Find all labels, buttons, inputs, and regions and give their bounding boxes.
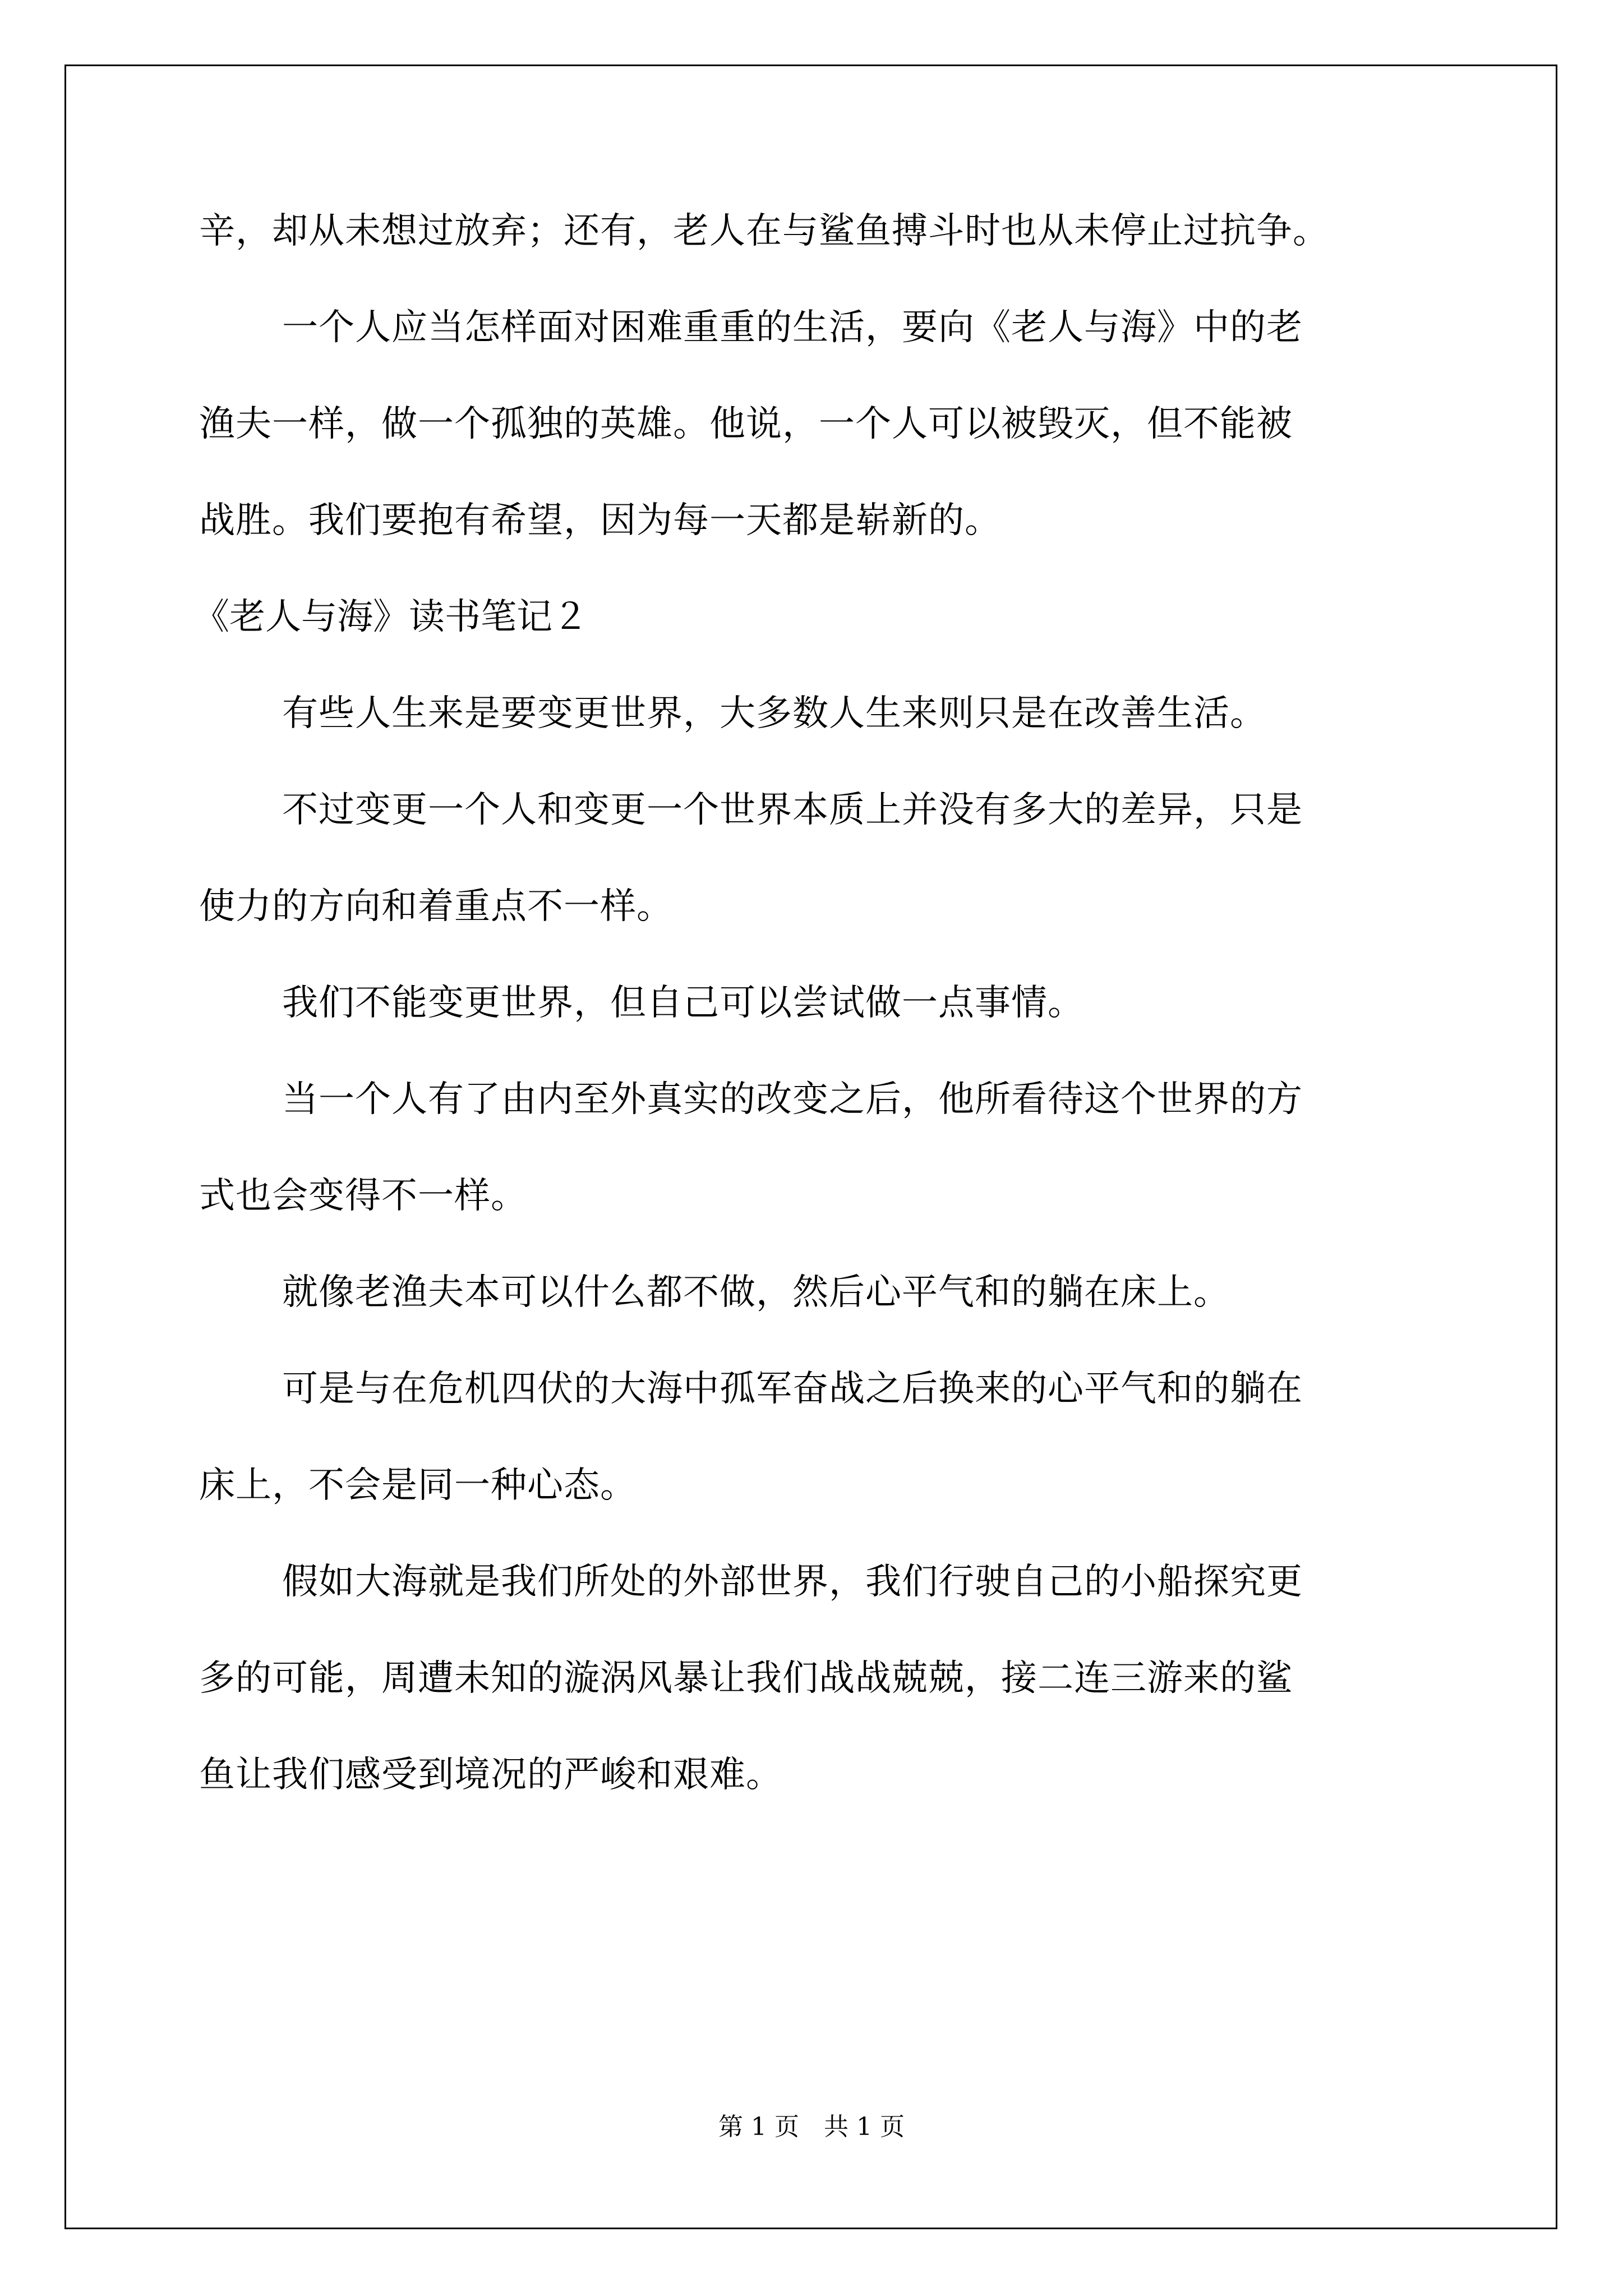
section-heading: 《老人与海》读书笔记２ (193, 596, 588, 638)
paragraph-start: 可是与在危机四伏的大海中孤军奋战之后换来的心平气和的躺在 (282, 1368, 1303, 1410)
text-line: 战胜。我们要抱有希望，因为每一天都是崭新的。 (199, 500, 1001, 541)
text-line: 式也会变得不一样。 (199, 1175, 527, 1217)
text-line: 渔夫一样，做一个孤独的英雄。他说，一个人可以被毁灭，但不能被 (199, 403, 1293, 445)
paragraph-start: 就像老渔夫本可以什么都不做，然后心平气和的躺在床上。 (282, 1272, 1230, 1313)
document-body (193, 209, 1433, 1849)
paragraph-start: 假如大海就是我们所处的外部世界，我们行驶自己的小船探究更 (282, 1561, 1303, 1603)
text-line: 多的可能，周遭未知的漩涡风暴让我们战战兢兢，接二连三游来的鲨 (199, 1658, 1293, 1699)
text-line: 使力的方向和着重点不一样。 (199, 886, 673, 927)
text-line: 床上，不会是同一种心态。 (199, 1465, 637, 1506)
paragraph-start: 有些人生来是要变更世界，大多数人生来则只是在改善生活。 (282, 693, 1266, 734)
text-line: 鱼让我们感受到境况的严峻和艰难。 (199, 1754, 782, 1796)
page-number-footer: 第 1 页 共 1 页 (718, 2113, 905, 2141)
paragraph-start: 当一个人有了由内至外真实的改变之后，他所看待这个世界的方 (282, 1079, 1303, 1120)
paragraph-start: 我们不能变更世界，但自己可以尝试做一点事情。 (282, 982, 1084, 1024)
paragraph-start: 不过变更一个人和变更一个世界本质上并没有多大的差异，只是 (282, 789, 1303, 831)
paragraph-start: 一个人应当怎样面对困难重重的生活，要向《老人与海》中的老 (282, 307, 1303, 348)
text-line: 辛，却从未想过放弃；还有，老人在与鲨鱼搏斗时也从未停止过抗争。 (199, 210, 1329, 252)
